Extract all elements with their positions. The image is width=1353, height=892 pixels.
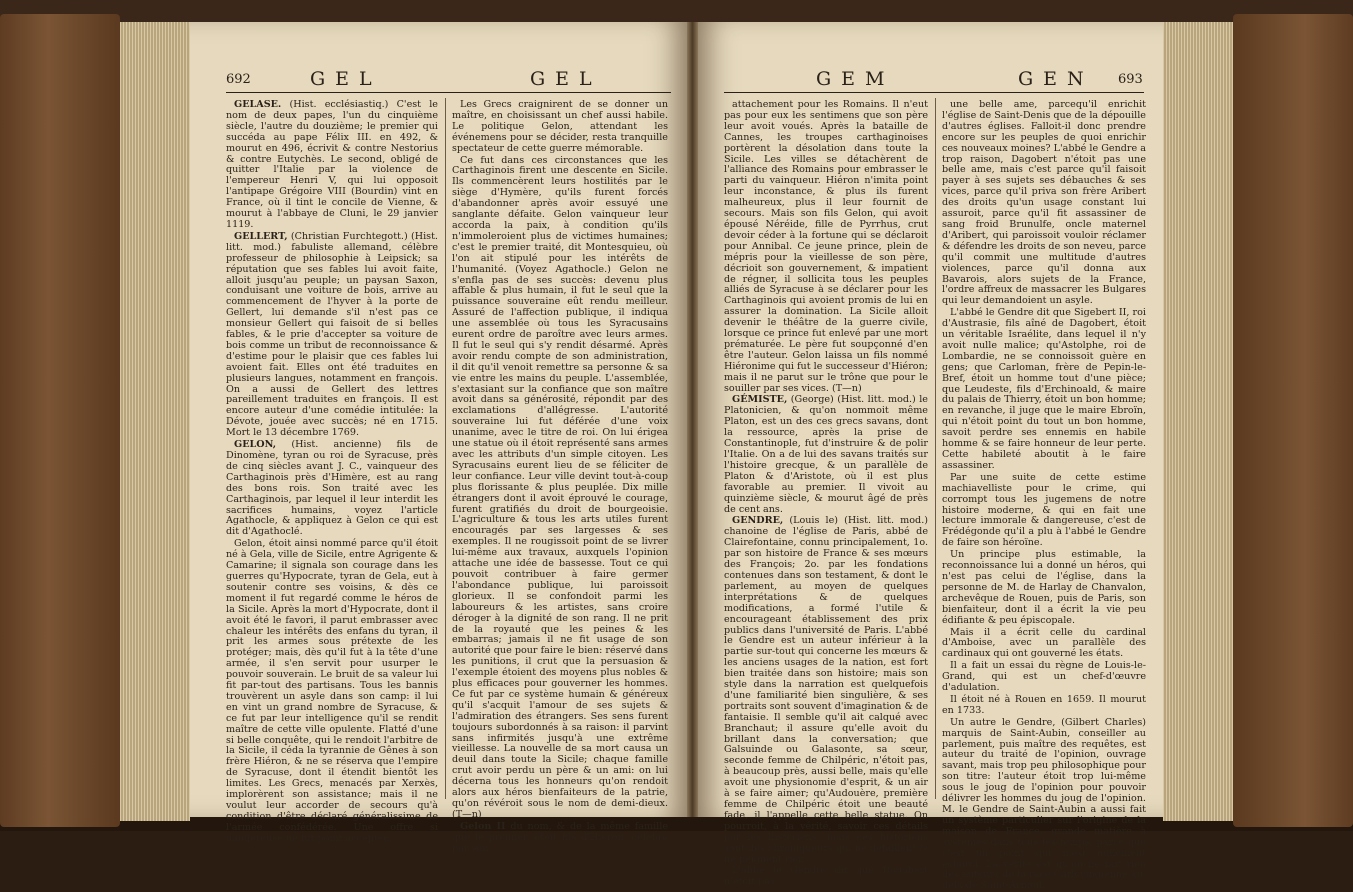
paragraph-text: Il a fait un essai du règne de Louis-le-Grand, qui est un chef-d'œuvre d'adulation. — [942, 660, 1146, 694]
header-rule — [724, 92, 1144, 93]
running-head-col2: GEL — [530, 68, 602, 90]
text-column-2 — [452, 99, 668, 854]
paragraph-text: une belle ame, parcequ'il enrichit l'église de Saint-Denis que de la dépouille d'autres églises. Falloit-il donc prendre encore sur les peuples de quoi enrichir ces nouveaux moines? L'abbé le Gendre a trop raison, Dagobert n'étoit pas une belle ame, mais c'est parce qu'il faisoit payer à ses sujets ses débauches & ses vices, parce qu'il priva son frère Aribert des droits qu'un usage constant lui assuroit, parce qu'il fit assassiner de sang froid Brunulfe, oncle maternel d'Aribert, qui paroissoit vouloir réclamer & défendre les droits de son neveu, parce qu'il commit une multitude d'autres violences, parce qu'il donna aux Bavarois, alors sujets de la France, l'ordre affreux de massacrer les Bulgares qui leur demandoient un asyle. — [942, 99, 1146, 307]
paragraph-text: du nom, & de la même famille que le premier, étoit fils d'Hiéron, célèbre par son — [452, 820, 668, 854]
paragraph-text: Gelon, étoit ainsi nommé parce qu'il étoit né à Gela, ville de Sicile, entre Agrigente & Camarine; il signala son courage dans les guerres qu'Hypocrate, tyran de Gela, eut à soutenir contre ses voisins, & dès ce moment il fut regardé comme le héros de la Sicile. Après la mort d'Hypocrate, dont il avoit été le favori, il parut embrasser avec chaleur les intérêts des enfans du tyran, il prit les armes sous prétexte de les protéger; mais, dès qu'il fut à la tête d'une armée, il s'en servit pour usurper le pouvoir souverain. Le bruit de sa valeur lui fit par-tout des partisans. Tous les bannis trouvèrent un asyle dans son camp: il lui en vint un grand nombre de Syracuse, & ce fut par leur intelligence qu'il se rendit maître de cette ville opulente. Flatté d'une si belle conquête, qui le rendoit l'arbitre de la Sicile, il céda la tyrannie de Gênes à son frère Hiéron, & ne se réserva que l'empire de Syracuse, dont il étendit bientôt les limites. Les Grecs, menacés par Xerxès, implorèrent son assistance; mais il ne voulut leur accorder de secours qu'à condition d'être déclaré généralissime de l'armée confédérée. Une offre si dangereuse ne fut point acceptée, — [226, 538, 438, 844]
header-rule — [226, 92, 671, 93]
paragraph-text: Les Grecs craignirent de se donner un maître, en choisissant un chef aussi habile. Le politique Gelon, attendant les événemens pour se décider, resta tranquille spectateur de cette guerre mémorable. — [452, 99, 668, 154]
paragraph-text: Il étoit né à Rouen en 1659. Il mourut en 1733. — [942, 693, 1146, 716]
book-gutter — [687, 22, 698, 817]
paragraph — [452, 156, 668, 821]
paragraph — [452, 100, 668, 155]
page-number: 693 — [1118, 72, 1143, 87]
paragraph-text: L'abbé le Gendre dit que Sigebert II, roi d'Austrasie, fils aîné de Dagobert, étoit un véritable Israélite, dans lequel il n'y avoit nulle malice; qu'Astolphe, roi de Lombardie, ne se connoissoit guère en gens; que Carloman, frère de Pepin-le-Bref, étoit un homme tout d'une pièce; que Leudeste, fils d'Erchinoald, & maire du palais de Thierry, étoit un bon homme; en revanche, il juge que le maire Ebroïn, qui n'étoit point du tout un bon homme, savoit perdre ses ennemis en habile homme & se faire honneur de leur perte. Cette habileté aboutit à le faire assassiner. — [942, 307, 1146, 471]
paragraph — [724, 100, 928, 394]
paragraph — [724, 516, 928, 865]
paragraph-text: (Hist. ecclésiastiq.) C'est le nom de deux papes, l'un du cinquième siècle, l'autre du douzième; le premier qui succéda au pape Félix III. en 492, & mourut en 496, écrivit & contre Nestorius & contre Eutychès. Le second, obligé de quitter l'Italie par la violence de l'empereur Henri V, qui lui opposoit l'antipape Grégoire VIII (Bourdin) vint en France, où il tint le concile de Vienne, & mourut à l'abbaye de Cluni, le 29 janvier 1119. — [226, 99, 438, 230]
paragraph — [226, 440, 438, 538]
paragraph — [942, 308, 1146, 472]
paragraph-text: Un principe plus estimable, la reconnoissance lui a donné un héros, qui n'est pas celui de l'église, dans la personne de M. de Harlay de Chanvalon, archevêque de Rouen, puis de Paris, son bienfaiteur, dont il a écrit la vie peu édifiante & peu épiscopale. — [942, 549, 1146, 626]
running-head-col1: GEM — [816, 68, 895, 90]
entry-heading: GELON, — [234, 439, 277, 451]
entry-heading: GÉMISTE, — [732, 394, 788, 406]
paragraph-text: Ce fut dans ces circonstances que les Carthaginois firent une descente en Sicile. Ils commencèrent leurs hostilités par le siège d'Hymère, qu'ils furent forcés d'abandonner après avoir essuyé une sanglante défaite. Gelon vainqueur leur accorda la paix, à condition qu'ils n'immoleroient plus de victimes humaines; c'est le premier traité, dit Montesquieu, où l'on ait stipulé pour les intérêts de l'humanité. (Voyez Agathocle.) Gelon ne s'enfla pas de ses succès: devenu plus affable & plus humain, il fut le seul que la puissance souveraine eût rendu meilleur. Assuré de l'affection publique, il indiqua une assemblée où tous les Syracusains eurent ordre de paroître avec leurs armes. Il fut le seul qui s'y rendit désarmé. Après avoir rendu compte de son administration, il dit qu'il venoit remettre sa personne & sa vie entre les mains du peuple. L'assemblée, s'extasiant sur la confiance que son maître avoit dans sa générosité, répondit par des exclamations d'allégresse. L'autorité souveraine lui fut déférée d'une voix unanime, avec le titre de roi. On lui érigea une statue où il étoit représenté sans armes avec les attributs d'un simple citoyen. Les Syracusains eurent lieu de se féliciter de leur confiance. Leur ville devint tout-à-coup plus florissante & plus peuplée. Dix mille étrangers dont il avoit éprouvé le courage, furent gratifiés du droit de bourgeoisie. L'agriculture & tous les arts utiles furent encouragés par ses largesses & ses exemples. Il ne rougissoit point de se livrer lui-même aux travaux, auxquels l'opinion attache une idée de bassesse. Tout ce qui pouvoit contribuer à faire germer l'abondance publique, lui paroissoit glorieux. Il se confondoit parmi les laboureurs & les artistes, sans croire déroger à la dignité de son rang. Il ne prit de la royauté que les peines & les embarras; jamais il ne fit usage de son autorité que pour faire le bien: réservé dans les punitions, il crut que la persuasion & l'exemple étoient des moyens plus nobles & plus efficaces pour gouverner les hommes. Ce fut par ce système humain & généreux qu'il s'acquit l'amour de ses sujets & l'admiration des étrangers. Ses sens furent toujours subordonnés à sa raison: il parvint sans infirmités jusqu'à une extrême vieillesse. La nouvelle de sa mort causa un deuil dans toute la Sicile; chaque famille crut avoir perdu un père & un ami: on lui décerna tous les honneurs qu'on rendoit alors aux héros bienfaiteurs de la patrie, qu'on révéroit sous le nom de demi-dieux. (T—n) — [452, 154, 668, 820]
book-cover-right — [1233, 14, 1353, 827]
text-column-1 — [724, 99, 928, 888]
paragraph — [724, 395, 928, 515]
running-head-col2: GEN — [1018, 68, 1094, 90]
paragraph — [226, 539, 438, 844]
paragraph-text: (Christian Furchtegott.) (Hist. litt. mod.) fabuliste allemand, célèbre professeur de philosophie à Leipsick; sa réputation que ses fables lui avoit faite, alloit jusqu'au peuple; un paysan Saxon, conduisant une voiture de bois, arrive au commencement de l'hyver à la porte de Gellert, lui demande s'il n'est pas ce monsieur Gellert qui faisoit de si belles fables, & le prie d'accepter sa voiture de bois comme un tribut de reconnoissance & d'estime pour le plaisir que ces fables lui avoient fait. Elles ont été traduites en plusieurs langues, notamment en françois. On a aussi de Gellert des lettres pareillement traduites en françois. Il est encore auteur d'une comédie intitulée: la Dévote, jouée avec succès; né en 1715. Mort le 13 décembre 1769. — [226, 230, 438, 439]
paragraph — [226, 100, 438, 231]
text-column-1 — [226, 99, 438, 844]
paragraph-text: Par une suite de cette estime machiavelliste pour le crime, qui corrompt tous les jugemens de notre histoire moderne, & qui en fait une lecture immorale & dangereuse, c'est de Frédégonde qu'il a plu à l'abbé le Gendre de faire son héroïne. — [942, 471, 1146, 549]
paragraph — [942, 628, 1146, 661]
paragraph-text: L'abbé le Gendre dit que Dagobert n'étoit pas — [724, 865, 928, 888]
paragraph-text: Un autre le Gendre, (Gilbert Charles) marquis de Saint-Aubin, conseiller au parlement, puis maître des requêtes, est auteur du traité de l'opinion, ouvrage savant, mais trop peu philosophique pour son titre: l'auteur étoit trop lui-même sous le joug de l'opinion pour pouvoir délivrer les hommes du joug de l'opinion. M. le Gendre de Saint-Aubin a aussi fait un système particulier sur l'origine de la maison de France, grande matière à systèmes dans tous les temps, parce que c'est un point qui n'est nullement éclairci. La vérité est qu'on ne fait rien des auteurs de la race Carlovingienne au-delà de Saint-Arnoul, — [942, 716, 1146, 892]
entry-heading: GELLERT, — [234, 230, 288, 242]
page-edges-left — [120, 22, 190, 821]
running-head-col1: GEL — [310, 68, 382, 90]
entry-heading: GELASE. — [234, 99, 282, 110]
entry-heading: GENDRE, — [732, 515, 784, 527]
paragraph — [942, 718, 1146, 892]
text-column-2 — [942, 99, 1146, 892]
paragraph-text: (Hist. ancienne) fils de Dinomène, tyran ou roi de Syracuse, près de cinq siècles avant J. C., vainqueur des Carthaginois près d'Himère, est au rang des bons rois. Son traité avec les Carthaginois, par lequel il leur interdit les sacrifices humains, voyez l'article Agathocle, & appliquez à Gelon ce qui est dit d'Agathoclé. — [226, 439, 438, 538]
paragraph — [724, 866, 928, 888]
column-divider — [445, 98, 446, 799]
paragraph-text: (Louis le) (Hist. litt. mod.) chanoine de l'église de Paris, abbé de Clairefontaine, connu principalement, 1o. par son histoire de France & ses mœurs des François; 2o. par les fondations contenues dans son testament, & dont le parlement, au moyen de quelques interprétations & de quelques modifications, a formé l'utile & encourageant établissement des prix publics dans l'université de Paris. L'abbé le Gendre est un auteur inférieur à la partie sur-tout qui concerne les mœurs & les anciens usages de la nation, est fort bien traitée dans son histoire; mais son style dans la narration est quelquefois d'une familiarité bien singulière, & ses portraits sont souvent d'imagination & de fantaisie. Il semble qu'il ait calqué avec Branchaut; il assure qu'elle avoit du brillant dans la conversation; que Galsuinde ou Galasonte, sa sœur, seconde femme de Chilpéric, n'étoit pas, à beaucoup près, aussi belle, mais qu'elle avoit une physionomie d'esprit, & un air à se faire aimer; qu'Audouère, première femme de Chilpéric étoit une beauté fade, il l'appelle cette belle statue. On pourroit, à la vérité, savoir ces détails par les historiens; mais ces historiens sont des chroniqueurs qui ne détaillent & ne peignent rien. — [724, 515, 928, 865]
book-cover-left — [0, 14, 120, 827]
column-divider — [935, 98, 936, 799]
left-page — [190, 22, 687, 854]
paragraph — [942, 661, 1146, 694]
paragraph-text: Mais il a écrit celle du cardinal d'Amboise, avec un parallèle des cardinaux qui ont gouverné les états. — [942, 626, 1146, 660]
paragraph-text: (George) (Hist. litt. mod.) le Platonicien, & qu'on nommoit même Platon, est un des ces grecs savans, dont la ressource, après la prise de Constantinople, fut d'instruire & de polir l'Italie. On a de lui des savans traités sur l'histoire grecque, & un parallèle de Platon & d'Aristote, où il est plus favorable au premier. Il vivoit au quinzième siècle, & mourut âgé de près de cent ans. — [724, 394, 928, 515]
paragraph-text: attachement pour les Romains. Il n'eut pas pour eux les sentimens que son père leur avoit voués. Après la bataille de Cannes, les troupes carthaginoises portèrent la désolation dans toute la Sicile. Les villes se détachèrent de l'alliance des Romains pour embrasser le parti du vainqueur. Hiéron n'imita point leur inconstance, & plus ils furent malheureux, plus il leur fournit de secours. Mais son fils Gelon, qui avoit épousé Néréide, fille de Pyrrhus, crut devoir céder à la fortune qui se déclaroit pour Annibal. Ce jeune prince, plein de mépris pour la vieillesse de son père, décrioit son gouvernement, & impatient de régner, il sollicita tous les peuples alliés de Syracuse à se déclarer pour les Carthaginois qui avoient promis de lui en assurer la domination. La Sicile alloit devenir le théâtre de la guerre civile, lorsque ce prince fut enlevé par une mort prématurée. Le père fut soupçonné d'en être l'auteur. Gelon laissa un fils nommé Hiéronime qui fut le successeur d'Hiéron; mais il ne parut sur le trône que pour le souiller par ses vices. (T—n) — [724, 99, 928, 394]
entry-heading: Gelon II — [460, 820, 506, 832]
paragraph — [452, 822, 668, 855]
paragraph — [942, 550, 1146, 626]
page-number: 692 — [226, 72, 251, 87]
paragraph — [942, 695, 1146, 717]
page-edges-right — [1163, 22, 1233, 821]
paragraph — [226, 232, 438, 439]
paragraph — [942, 100, 1146, 307]
right-page — [698, 22, 1163, 892]
paragraph — [942, 473, 1146, 549]
